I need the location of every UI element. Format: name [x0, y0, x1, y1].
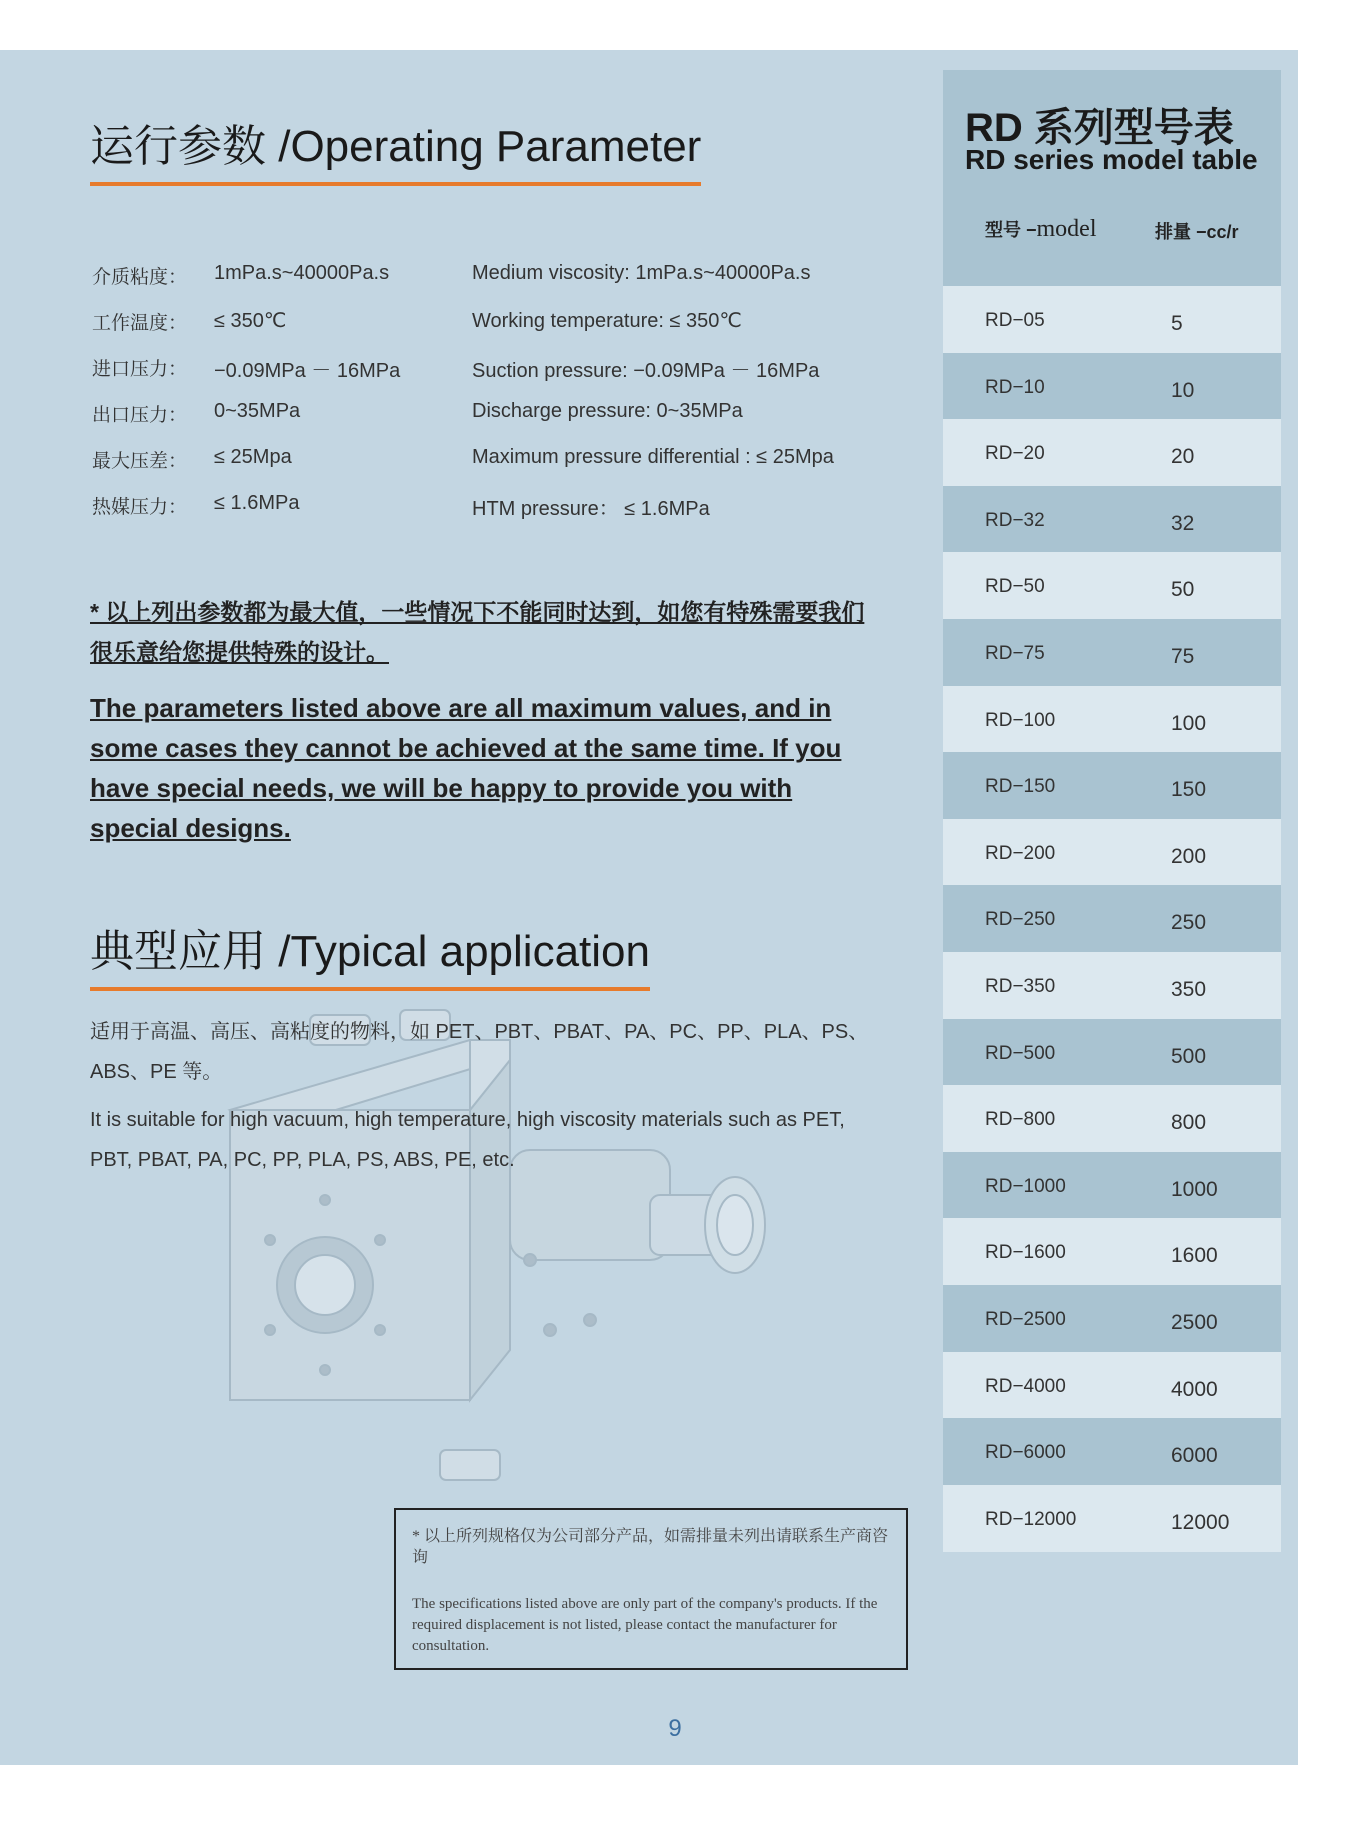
model-cell: RD−1000	[985, 1176, 1066, 1197]
application-text-en: It is suitable for high vacuum, high temperature, high viscosity materials such as PET, PBT, PBAT, PA, PC, PP, PLA, PS, ABS, PE, etc.	[90, 1109, 845, 1171]
displacement-cell: 4000	[1171, 1378, 1218, 1401]
param-label-cn: 出口压力：	[92, 405, 188, 426]
param-label-cn: 热媒压力：	[92, 497, 188, 518]
model-cell: RD−2500	[985, 1309, 1066, 1330]
model-table	[943, 70, 1281, 1752]
model-cell: RD−100	[985, 710, 1056, 731]
displacement-cell: 200	[1171, 845, 1207, 868]
table-row	[943, 1019, 1281, 1086]
table-row	[943, 1352, 1281, 1419]
param-value: ≤ 350℃	[214, 310, 287, 332]
page-number: 9	[668, 1715, 682, 1742]
displacement-cell: 350	[1171, 978, 1207, 1001]
table-row	[943, 419, 1281, 486]
displacement-cell: 6000	[1171, 1444, 1218, 1467]
param-value: 0~35MPa	[214, 400, 301, 422]
param-label-en: Suction pressure: −0.09MPa － 16MPa	[472, 360, 820, 382]
displacement-cell: 250	[1171, 911, 1207, 934]
param-label-en: HTM pressure： ≤ 1.6MPa	[472, 498, 710, 520]
table-row	[943, 752, 1281, 819]
column-header-model-en: model	[1036, 216, 1097, 242]
displacement-cell: 2500	[1171, 1311, 1218, 1334]
displacement-cell: 500	[1171, 1045, 1207, 1068]
displacement-cell: 5	[1171, 312, 1183, 335]
model-cell: RD−10	[985, 377, 1045, 398]
application-title-underline	[90, 987, 650, 991]
operating-title	[90, 110, 701, 174]
table-row	[943, 619, 1281, 686]
param-label-en: Medium viscosity: 1mPa.s~40000Pa.s	[472, 262, 811, 284]
param-value: −0.09MPa － 16MPa	[214, 360, 401, 382]
table-row	[943, 1218, 1281, 1285]
model-cell: RD−250	[985, 909, 1056, 930]
model-cell: RD−200	[985, 843, 1056, 864]
displacement-cell: 10	[1171, 379, 1195, 402]
param-label-en: Working temperature: ≤ 350℃	[472, 310, 742, 332]
table-row	[943, 686, 1281, 753]
model-cell: RD−350	[985, 976, 1056, 997]
notice-text-cn: * 以上所列规格仅为公司部分产品，如需排量未列出请联系生产商咨询	[412, 1528, 889, 1566]
model-cell: RD−150	[985, 776, 1056, 797]
displacement-cell: 50	[1171, 578, 1195, 601]
model-cell: RD−800	[985, 1109, 1056, 1130]
table-row	[943, 819, 1281, 886]
displacement-cell: 800	[1171, 1111, 1207, 1134]
displacement-cell: 75	[1171, 645, 1195, 668]
table-row	[943, 1485, 1281, 1552]
model-cell: RD−05	[985, 310, 1045, 331]
model-cell: RD−75	[985, 643, 1045, 664]
model-cell: RD−32	[985, 510, 1045, 531]
table-row	[943, 552, 1281, 619]
table-row	[943, 1418, 1281, 1485]
specification-notice-box	[394, 1508, 908, 1670]
application-text-cn: 适用于高温、高压、高粘度的物料，如 PET、PBT、PBAT、PA、PC、PP、PLA、PS、ABS、PE 等。	[90, 1021, 869, 1083]
param-label-cn: 工作温度：	[92, 313, 188, 334]
displacement-cell: 150	[1171, 778, 1207, 801]
table-row	[943, 952, 1281, 1019]
table-row	[943, 1285, 1281, 1352]
notice-text-en: The specifications listed above are only part of the company's products. If the required displacement is not listed, please contact the manufacturer for consultation.	[412, 1596, 878, 1654]
param-label-en: Discharge pressure: 0~35MPa	[472, 400, 743, 422]
model-cell: RD−4000	[985, 1376, 1066, 1397]
param-value: ≤ 1.6MPa	[214, 492, 300, 514]
displacement-cell: 32	[1171, 512, 1195, 535]
param-label-en: Maximum pressure differential : ≤ 25Mpa	[472, 446, 834, 468]
table-row	[943, 286, 1281, 353]
displacement-cell: 20	[1171, 445, 1195, 468]
table-row	[943, 353, 1281, 420]
operating-title-underline	[90, 182, 701, 186]
displacement-cell: 1000	[1171, 1178, 1218, 1201]
model-cell: RD−50	[985, 576, 1045, 597]
table-row	[943, 1152, 1281, 1219]
table-row	[943, 885, 1281, 952]
operating-title-text: 运行参数 /Operating Parameter	[90, 122, 702, 171]
column-header-displacement: 排量 −cc/r	[1155, 222, 1239, 242]
displacement-cell: 1600	[1171, 1244, 1218, 1267]
parameter-note-cn: * 以上列出参数都为最大值，一些情况下不能同时达到，如您有特殊需要我们很乐意给您提供特殊的设计。	[90, 599, 865, 665]
param-value: ≤ 25Mpa	[214, 446, 292, 468]
column-header-model-cn: 型号 −	[985, 220, 1037, 240]
param-label-cn: 介质粘度：	[92, 267, 188, 288]
model-table-title-cn: RD 系列型号表	[965, 106, 1234, 150]
param-label-cn: 进口压力：	[92, 359, 188, 380]
model-table-title-en: RD series model table	[965, 144, 1258, 175]
parameter-note-en: The parameters listed above are all maximum values, and in some cases they cannot be achieved at the same time. If you have special needs, we will be happy to provide you with special designs.	[90, 693, 842, 843]
column-header-model	[985, 216, 1097, 243]
table-row	[943, 486, 1281, 553]
application-title-text: 典型应用 /Typical application	[90, 927, 650, 976]
application-title	[90, 915, 650, 979]
model-cell: RD−500	[985, 1043, 1056, 1064]
displacement-cell: 100	[1171, 712, 1207, 735]
model-cell: RD−6000	[985, 1442, 1066, 1463]
param-label-cn: 最大压差：	[92, 451, 188, 472]
model-table-header	[943, 70, 1281, 286]
model-cell: RD−12000	[985, 1509, 1077, 1530]
model-cell: RD−20	[985, 443, 1045, 464]
model-cell: RD−1600	[985, 1242, 1066, 1263]
table-row	[943, 1085, 1281, 1152]
param-value: 1mPa.s~40000Pa.s	[214, 262, 390, 284]
displacement-cell: 12000	[1171, 1511, 1230, 1534]
